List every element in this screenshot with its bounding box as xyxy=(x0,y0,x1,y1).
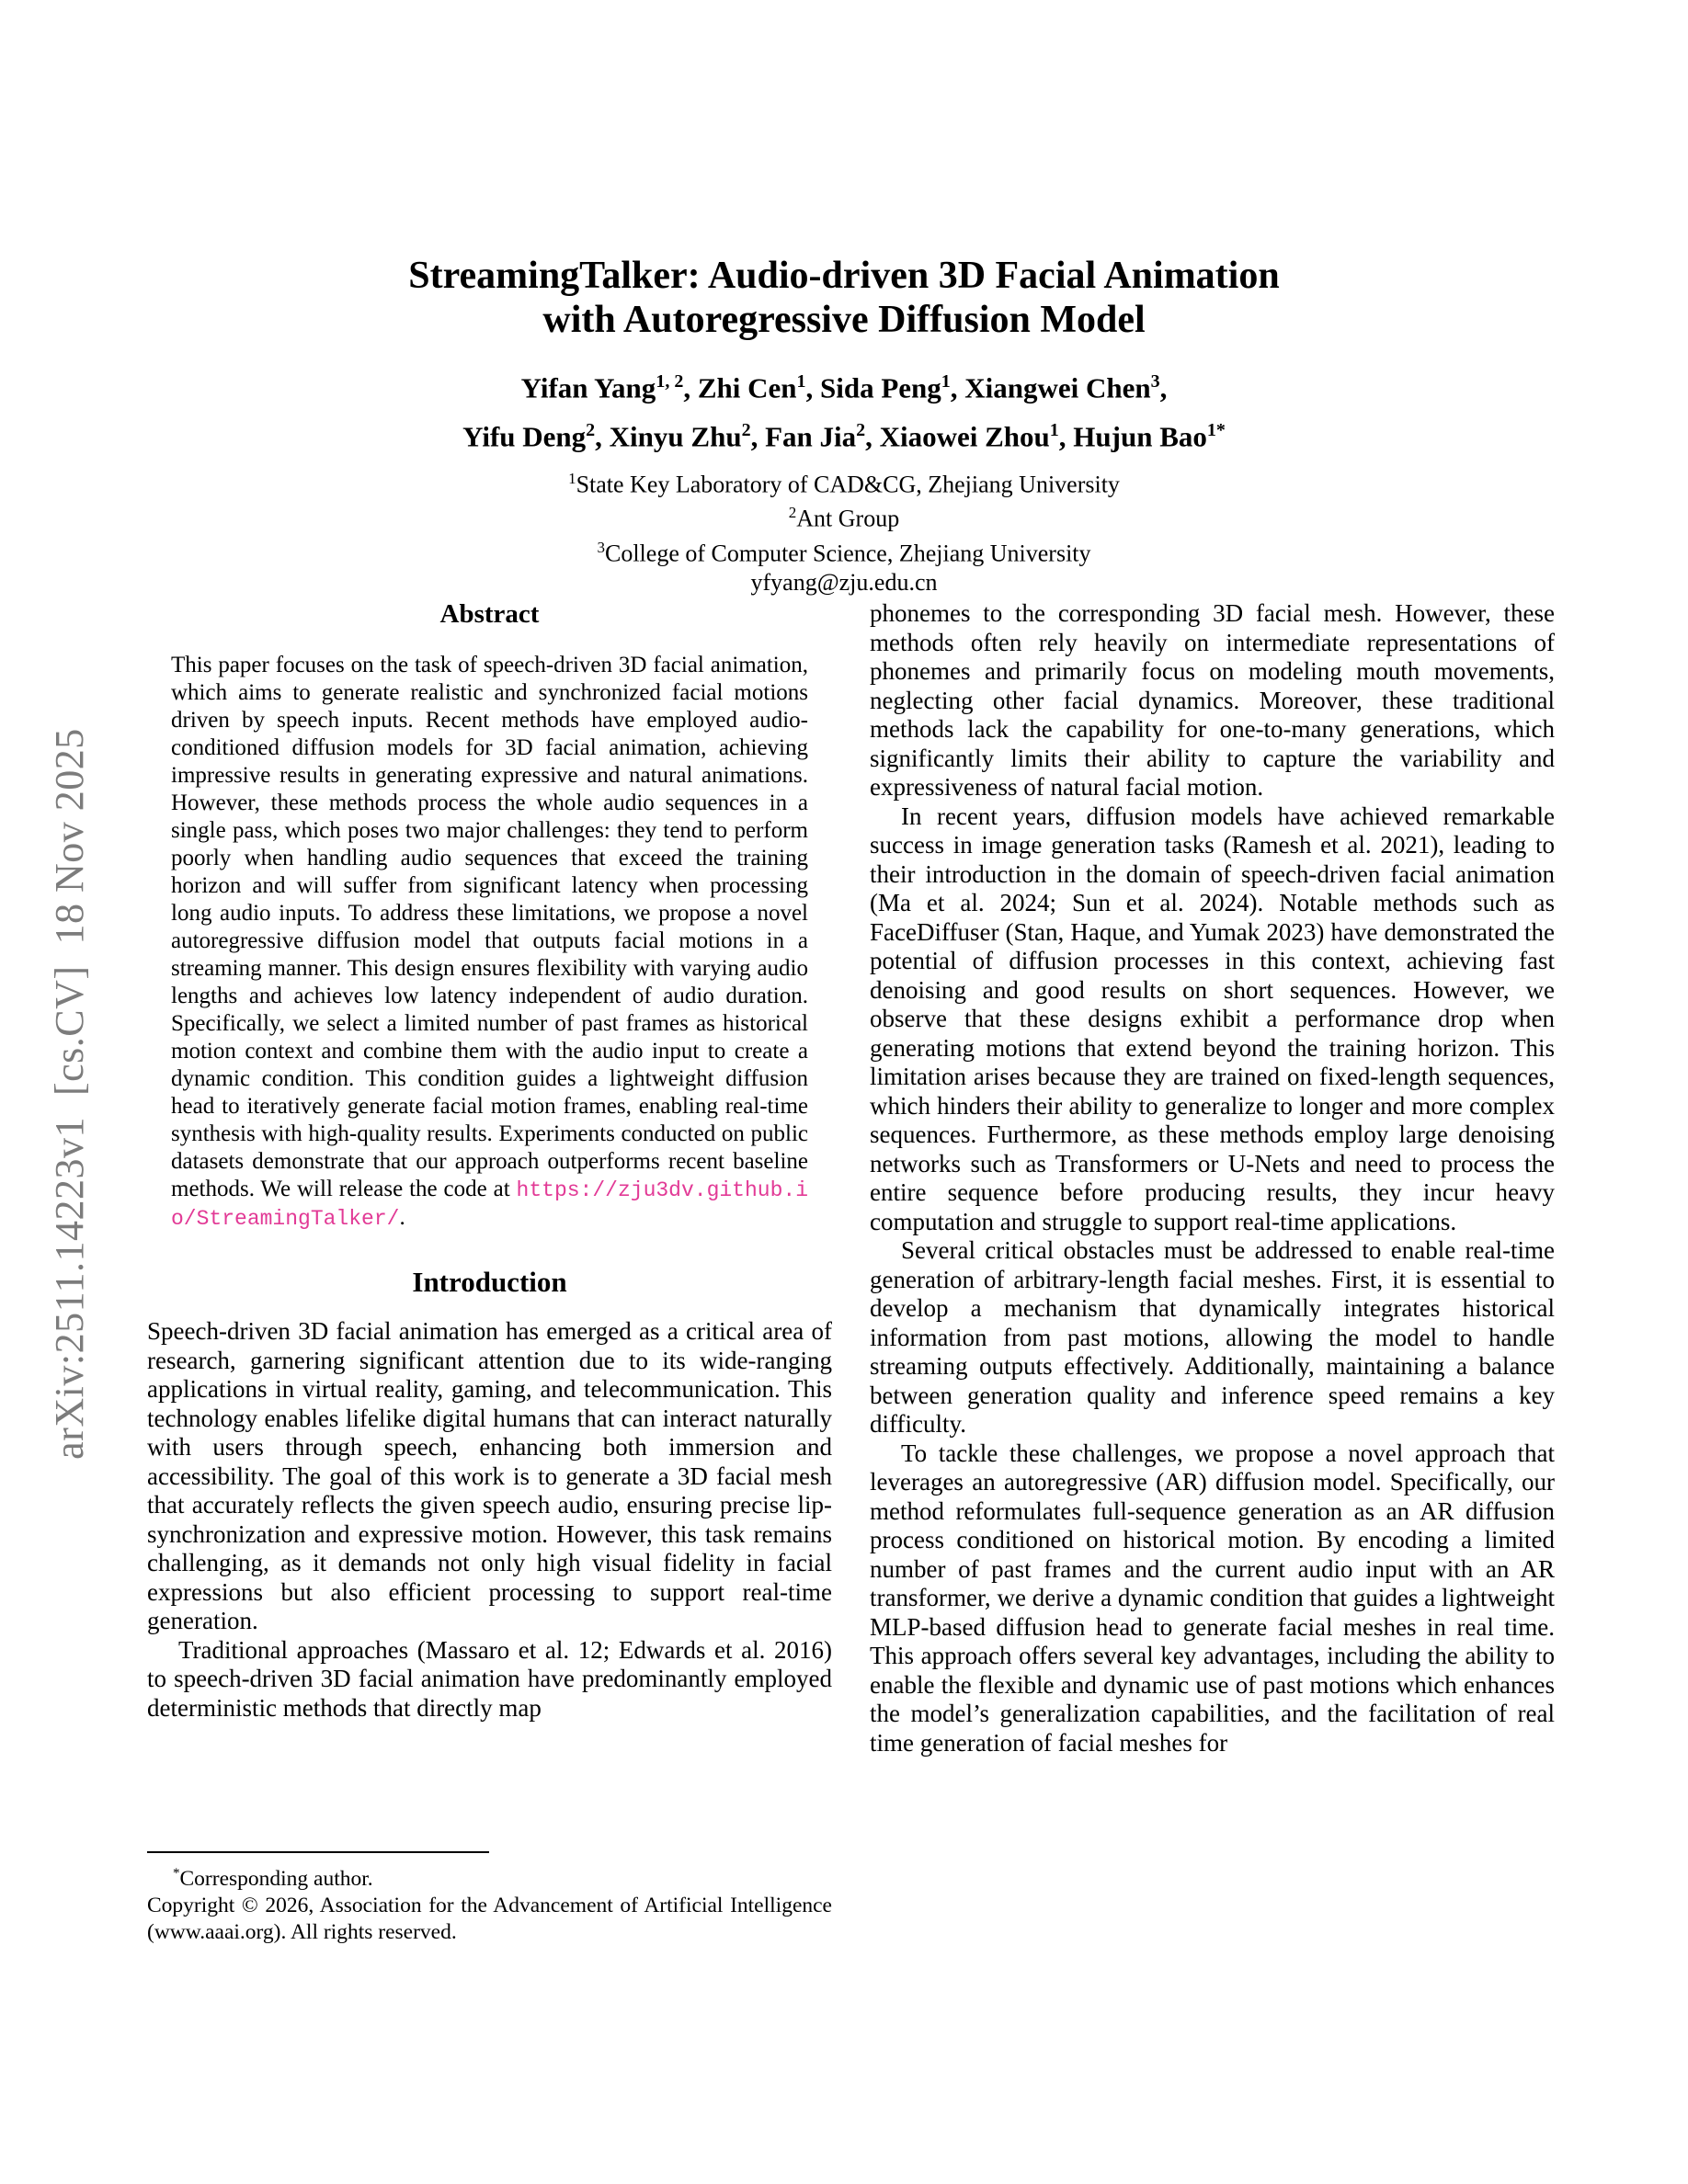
footnote-star: * xyxy=(173,1866,180,1881)
footnote-corresponding xyxy=(147,1860,832,1893)
author-affil-sup: 3 xyxy=(1150,371,1160,392)
author-name: Xiangwei Chen xyxy=(964,371,1151,404)
affiliation-sup: 3 xyxy=(597,538,605,556)
author-affil-sup: 1 xyxy=(1049,420,1059,441)
affiliation-sup: 1 xyxy=(568,469,576,487)
author-line2 xyxy=(0,409,1688,458)
author-name: Yifu Deng xyxy=(462,420,587,453)
author-name: Xinyu Zhu xyxy=(609,420,742,453)
author-affil-sup: 1* xyxy=(1206,420,1226,441)
affiliation-text: Ant Group xyxy=(796,505,900,532)
introduction-paragraph: Traditional approaches (Massaro et al. 12; Edwards et al. 2016) to speech-driven 3D facial animation have predominantly employed deterministic methods that directly map xyxy=(147,1635,832,1722)
author-separator: , xyxy=(750,420,766,453)
body-paragraph: In recent years, diffusion models have achieved remarkable success in image generation tasks (Ramesh et al. 2021), leading to their introduction in the domain of speech-driven facial animation (Ma et al. 2024; Sun et al. 2024). Notable methods such as FaceDiffuser (Stan, Haque, and Yumak 2023) have demonstrated the potential of diffusion processes in this context, achieving fast denoising and good results on short sequences. However, we observe that these designs exhibit a performance drop when generating motions that extend beyond the training horizon. This limitation arises because they are trained on fixed-length sequences, which hinders their ability to generalize to longer and more complex sequences. Furthermore, as these methods employ large denoising networks such as Transformers or U-Nets and need to process the entire sequence before producing results, they incur heavy computation and struggle to support real-time applications. xyxy=(870,802,1555,1235)
contact-email: yfyang@zju.edu.cn xyxy=(750,568,938,596)
paper-title xyxy=(0,254,1688,342)
paper-title-line1: StreamingTalker: Audio-driven 3D Facial Animation xyxy=(408,255,1280,297)
author-name: Xiaowei Zhou xyxy=(879,420,1050,453)
affiliation xyxy=(0,498,1688,533)
footnote xyxy=(147,1851,832,1946)
body-paragraph: To tackle these challenges, we propose a novel approach that leverages an autoregressive (AR) diffusion model. Specifically, our method reformulates full-sequence generation as an AR diffusion process conditioned on historical motion. By encoding a limited number of past frames and the current audio input with an AR transformer, we derive a dynamic condition that guides a lightweight MLP-based diffusion head to generate facial meshes in real time. This approach offers several key advantages, including the ability to enable the flexible and dynamic use of past motions which enhances the model’s generalization capabilities, and the facilitation of real time generation of facial meshes for xyxy=(870,1439,1555,1757)
affiliation-text: College of Computer Science, Zhejiang University xyxy=(604,540,1091,567)
affiliation-list xyxy=(0,464,1688,597)
abstract-body xyxy=(171,652,808,1233)
author-name: Fan Jia xyxy=(765,420,857,453)
project-page-link[interactable]: https://zju3dv.github.io/StreamingTalker/ xyxy=(171,1178,808,1231)
author-separator: , xyxy=(683,371,698,404)
footnote-copyright: Copyright © 2026, Association for the Advancement of Artificial Intelligence (www.aaai.org). All rights reserved. xyxy=(147,1893,832,1944)
footnote-corresponding-text: Corresponding author. xyxy=(179,1866,373,1891)
author-line1 xyxy=(0,360,1688,409)
author-name: Sida Peng xyxy=(819,371,941,404)
author-separator: , xyxy=(1058,420,1074,453)
author-name: Zhi Cen xyxy=(697,371,797,404)
author-affil-sup: 2 xyxy=(741,420,751,441)
paper-title-line2: with Autoregressive Diffusion Model xyxy=(542,299,1146,341)
author-separator: , xyxy=(805,371,820,404)
footnote-rule xyxy=(147,1851,489,1853)
body-paragraph: Several critical obstacles must be addressed to enable real-time generation of arbitrary-length facial meshes. First, it is essential to develop a mechanism that dynamically integrates historical information from past motions, allowing the model to handle streaming outputs effectively. Additionally, maintaining a balance between generation quality and inference speed remains a key difficulty. xyxy=(870,1236,1555,1438)
introduction-body xyxy=(147,1317,832,1723)
author-affil-sup: 2 xyxy=(856,420,866,441)
affiliation-sup: 2 xyxy=(788,504,797,522)
author-name: Yifan Yang xyxy=(520,371,656,404)
author-affil-sup: 2 xyxy=(586,420,596,441)
abstract-text: This paper focuses on the task of speech-driven 3D facial animation, which aims to generate realistic and synchronized facial motions driven by speech inputs. Recent methods have employed audio-conditioned diffusion models for 3D facial animation, achieving impressive results in generating expressive and natural animations. However, these methods process the whole audio sequences in a single pass, which poses two major challenges: they tend to perform poorly when handling audio sequences that exceed the training horizon and will suffer from significant latency when processing long audio inputs. To address these limitations, we propose a novel autoregressive diffusion model that outputs facial motions in a streaming manner. This design ensures flexibility with varying audio lengths and achieves low latency independent of audio duration. Specifically, we select a limited number of past frames as historical motion context and combine them with the audio input to create a dynamic condition. This condition guides a lightweight diffusion head to iteratively generate facial motion frames, enabling real-time synthesis with high-quality results. Experiments conducted on public datasets demonstrate that our approach outperforms recent baseline methods. We will release the code at xyxy=(171,653,808,1201)
left-column xyxy=(147,599,832,1723)
affiliation-text: State Key Laboratory of CAD&CG, Zhejiang University xyxy=(576,471,1120,498)
author-list xyxy=(0,360,1688,459)
author-separator: , xyxy=(1159,371,1168,404)
abstract-link-period: . xyxy=(399,1205,405,1230)
right-column xyxy=(870,599,1555,1757)
paper-header xyxy=(0,254,1688,597)
author-affil-sup: 1 xyxy=(796,371,806,392)
affiliation xyxy=(0,464,1688,499)
author-affil-sup: 1 xyxy=(941,371,951,392)
affiliation xyxy=(0,533,1688,568)
author-affil-sup: 1, 2 xyxy=(656,371,684,392)
author-separator: , xyxy=(865,420,880,453)
author-name: Hujun Bao xyxy=(1073,420,1207,453)
author-separator: , xyxy=(595,420,610,453)
body-paragraph: phonemes to the corresponding 3D facial mesh. However, these methods often rely heavily on intermediate representations of phonemes and primarily focus on modeling mouth movements, neglecting other facial dynamics. Moreover, these traditional methods lack the capability for one-to-many generations, which significantly limits their ability to capture the variability and expressiveness of natural facial motion. xyxy=(870,599,1555,801)
introduction-paragraph: Speech-driven 3D facial animation has emerged as a critical area of research, garnering significant attention due to its wide-ranging applications in virtual reality, gaming, and telecommunication. This technology enables lifelike digital humans that can interact naturally with users through speech, enhancing both immersion and accessibility. The goal of this work is to generate a 3D facial mesh that accurately reflects the given speech audio, ensuring precise lip-synchronization and expressive motion. However, this task remains challenging, as it demands not only high visual fidelity in facial expressions but also efficient processing to support real-time generation. xyxy=(147,1317,832,1634)
abstract-heading: Abstract xyxy=(439,599,540,629)
arxiv-watermark: arXiv:2511.14223v1 [cs.CV] 18 Nov 2025 xyxy=(47,728,92,1460)
author-separator: , xyxy=(950,371,965,404)
introduction-heading: Introduction xyxy=(412,1266,567,1298)
